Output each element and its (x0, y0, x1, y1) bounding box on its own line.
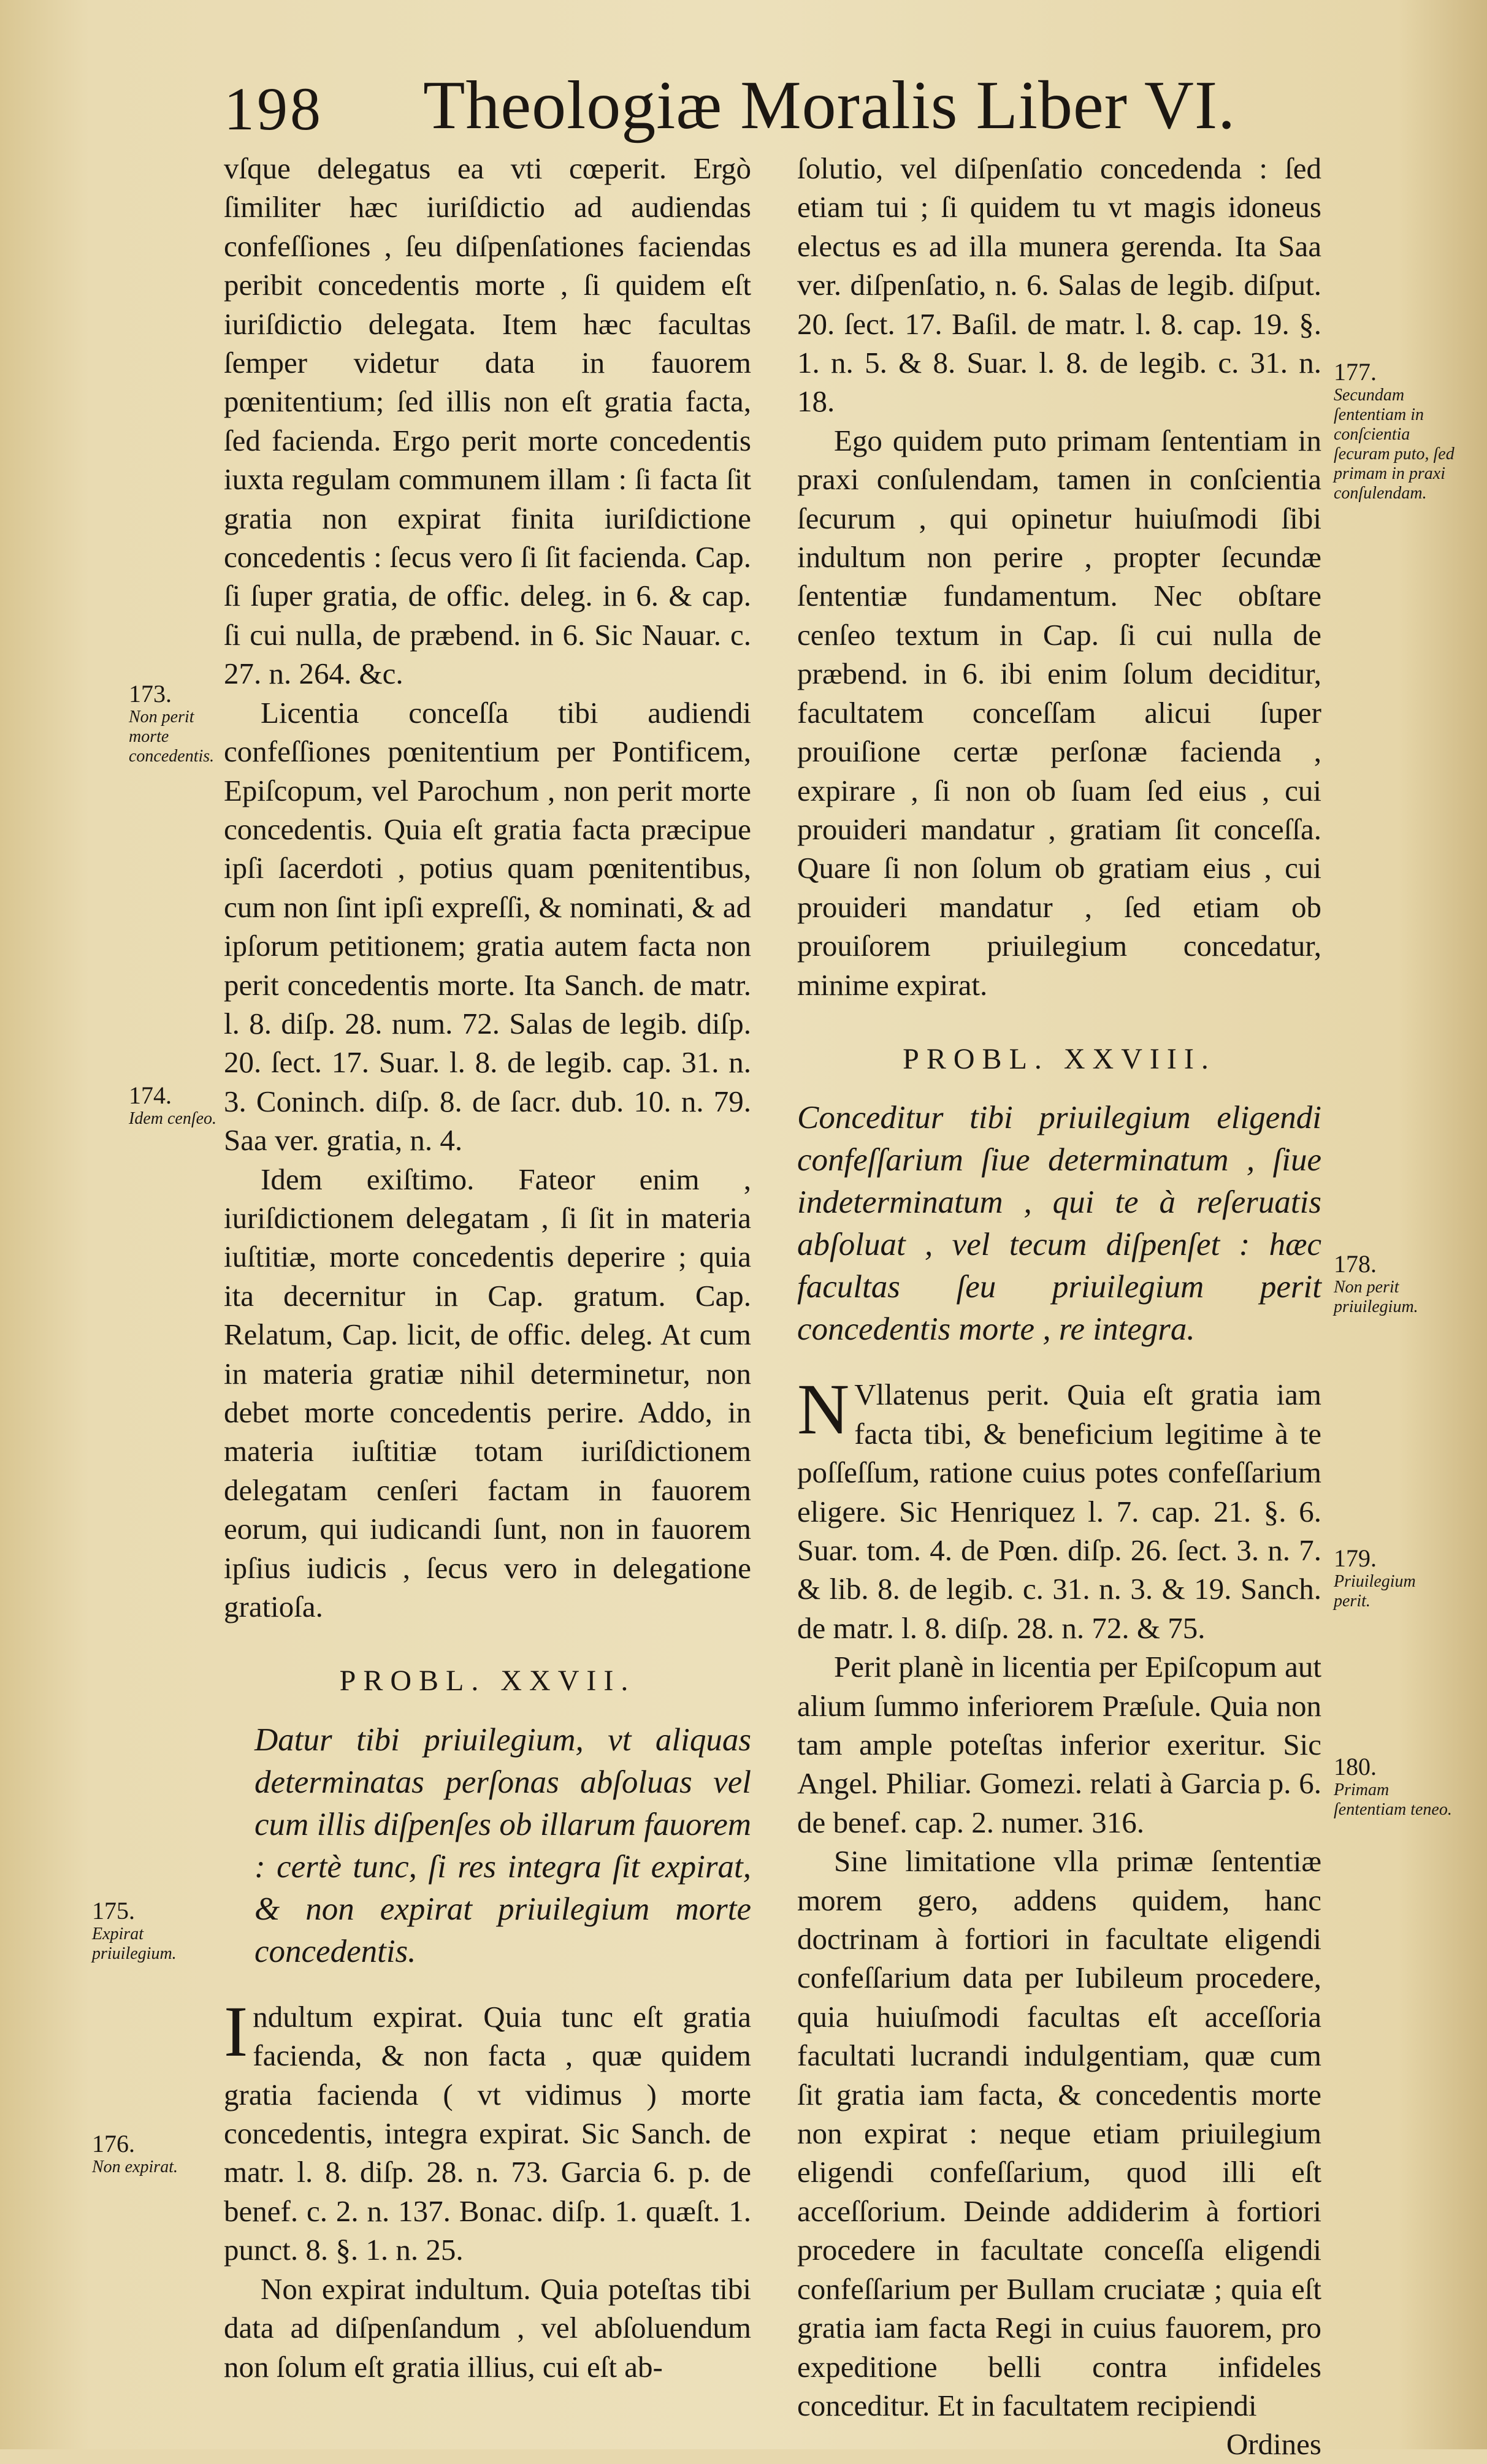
margin-text: Priuilegium perit. (1334, 1572, 1416, 1611)
paragraph-180: Sine limitatione vlla primæ ſententiæ morem gero, addens quidem, hanc doctrinam à fortiori in facultate eligendi confeſſarium data per Iubileum procedere, quia huiuſmodi facultas eſt acceſſoria facultati lucrandi indulgentiam, quæ cum ſit gratia iam facta, & concedentis morte non expirat : neque etiam priuilegium eligendi confeſſarium, quod illi eſt acceſſorium. Deinde addiderim à fortiori procedere in facultate conceſſa eligendi confeſſarium per Bullam cruciatæ ; quia eſt gratia iam facta Regi in cuius fauorem, pro expeditione belli contra infideles conceditur. Et in facultatem recipiendi (797, 1844, 1321, 2422)
margin-note-175 (92, 1898, 215, 1964)
margin-text: Primam ſententiam teneo. (1334, 1780, 1452, 1819)
margin-number: 177. (1334, 358, 1377, 386)
margin-text: Non perit priuilegium. (1334, 1278, 1418, 1316)
margin-number: 180. (1334, 1753, 1377, 1780)
paragraph-178 (797, 1369, 1321, 1647)
margin-note-177 (1334, 359, 1456, 503)
margin-number: 179. (1334, 1544, 1377, 1572)
problem-thesis: Datur tibi priuilegium, vt aliquas determinatas perſonas abſoluas vel cum illis diſpenſes ob illarum fauorem : certè tunc, ſi res integra ſit expirat, & non expirat priuilegium morte concedentis. (254, 1722, 751, 1969)
paragraph: ſolutio, vel diſpenſatio concedenda : ſed etiam tui ; ſi quidem tu vt magis idoneus electus es ad illa munera gerenda. Ita Saa ver. diſpenſatio, n. 6. Salas de legib. diſput. 20. ſect. 17. Baſil. de matr. l. 8. cap. 19. §. 1. n. 5. & 8. Suar. l. 8. de legib. c. 31. n. 18. (797, 151, 1321, 419)
paragraph-text: Vllatenus perit. Quia eſt gratia iam facta tibi, & beneficium legitime à te poſſeſſum, ratione cuius potes confeſſarium eligere. Sic Henriquez l. 7. cap. 21. §. 6. Suar. tom. 4. de Pœn. diſp. 26. ſect. 3. n. 7. & lib. 8. de legib. c. 31. n. 3. & 19. Sanch. de matr. l. 8. diſp. 28. n. 72. & 75. (797, 1378, 1321, 1645)
problem-heading: PROBL. XXVIII. (903, 1042, 1216, 1075)
margin-note-180 (1334, 1753, 1456, 1820)
margin-text: Non perit morte concedentis. (129, 708, 215, 766)
catchword: Ordines (1226, 2427, 1321, 2462)
page-number: 198 (224, 75, 323, 143)
margin-text: Idem cenſeo. (129, 1109, 217, 1128)
margin-note-173 (129, 681, 221, 766)
margin-number: 176. (92, 2130, 135, 2157)
paragraph-text: ndultum expirat. Quia tunc eſt gratia facienda, & non facta , quæ quidem gratia facienda ( vt vidimus ) morte concedentis, integra expirat. Sic Sanch. de matr. l. 8. diſp. 28. n. 73. Garcia 6. p. de benef. c. 2. n. 137. Bonac. diſp. 1. quæſt. 1. punct. 8. §. 1. n. 25. (224, 1999, 751, 2267)
margin-number: 175. (92, 1897, 135, 1924)
margin-note-176 (92, 2130, 215, 2177)
margin-note-174 (129, 1082, 221, 1129)
paragraph-179: Perit planè in licentia per Epiſcopum aut alium ſummo inferiorem Præſule. Quia non tam ample poteſtas inferior exeritur. Sic Angel. Philiar. Gomezi. relati à Garcia p. 6. de benef. cap. 2. numer. 316. (797, 1650, 1321, 1839)
paragraph-173: Licentia conceſſa tibi audiendi confeſſiones pœnitentium per Pontificem, Epiſcopum, vel Parochum , non perit morte concedentis. Quia eſt gratia facta præcipue ipſi ſacerdoti , potius quam pœnitentibus, cum non ſint ipſi expreſſi, & nominati, & ad ipſorum petitionem; gratia autem facta non perit concedentis morte. Ita Sanch. de matr. l. 8. diſp. 28. num. 72. Salas de legib. diſp. 20. ſect. 17. Suar. l. 8. de legib. cap. 31. n. 3. Coninch. diſp. 8. de ſacr. dub. 10. n. 79. Saa ver. gratia, n. 4. (224, 695, 751, 1158)
paragraph-174: Idem exiſtimo. Fateor enim , iuriſdictionem delegatam , ſi ſit in materia iuſtitiæ, morte concedentis deperire ; quia ita decernitur in Cap. gratum. Cap. Relatum, Cap. licit, de offic. deleg. At cum in materia gratiæ nihil determinetur, non debet morte concedentis perire. Addo, in materia iuſtitiæ totam iuriſdictionem delegatam cenſeri factam in fauorem eorum, qui iudicandi ſunt, non in fauorem ipſius iudicis , ſecus vero in delegatione gratioſa. (224, 1162, 751, 1624)
left-column (224, 149, 751, 2386)
right-column (797, 149, 1321, 2464)
problem-thesis: Conceditur tibi priuilegium eligendi confeſſarium ſiue determinatum , ſiue indeterminatum , qui te à reſeruatis abſoluat , vel tecum diſpenſet : hæc facultas ſeu priuilegium perit concedentis morte , re integra. (797, 1100, 1321, 1348)
margin-text: Expirat priuilegium. (92, 1924, 177, 1963)
paragraph: vſque delegatus ea vti cœperit. Ergò ſimiliter hæc iuriſdictio ad audiendas confeſſiones , ſeu diſpenſationes faciendas peribit concedentis morte , ſi quidem eſt iuriſdictio delegata. Item hæc facultas ſemper videtur data in fauorem pœnitentium; ſed illis non eſt gratia facta, ſed facienda. Ergo perit morte concedentis iuxta regulam communem illam : ſi facta ſit gratia non expirat finita iuriſdictione concedentis : ſecus vero ſi ſit facienda. Cap. ſi ſuper gratia, de offic. deleg. in 6. & cap. ſi cui nulla, de præbend. in 6. Sic Nauar. c. 27. n. 264. &c. (224, 151, 751, 691)
paragraph-177: Ego quidem puto primam ſententiam in praxi conſulendam, tamen in conſcientia ſecurum , qui opinetur huiuſmodi ſibi indultum non perire , propter ſecundæ ſententiæ fundamentum. Nec obſtare cenſeo textum in Cap. ſi cui nulla de præbend. in 6. ibi enim ſolum deciditur, facultatem conceſſam alicui ſuper prouiſione certæ perſonæ facienda , expirare , ſi non ob ſuam ſed eius , cui prouideri mandatur , gratiam ſit conceſſa. Quare ſi non ſolum ob gratiam eius , cui prouideri mandatur , ſed etiam ob prouiſorem priuilegium concedatur, minime expirat. (797, 423, 1321, 1002)
drop-initial: N (797, 1369, 850, 1450)
margin-number: 174. (129, 1081, 172, 1109)
margin-note-178 (1334, 1251, 1456, 1317)
paragraph-175 (224, 1991, 751, 2270)
paragraph-176: Non expirat indultum. Quia poteſtas tibi data ad diſpenſandum , vel abſoluendum non ſolum eſt gratia illius, cui eſt ab- (224, 2271, 751, 2384)
margin-text: Non expirat. (92, 2157, 178, 2176)
margin-number: 173. (129, 680, 172, 708)
problem-heading: PROBL. XXVII. (339, 1665, 636, 1698)
drop-initial: I (224, 1991, 248, 2072)
margin-note-179 (1334, 1545, 1456, 1611)
margin-number: 178. (1334, 1250, 1377, 1278)
margin-text: Secundam ſententiam in conſcientia ſecuram puto, ſed primam in praxi conſulendam. (1334, 386, 1455, 503)
running-title: Theologiæ Moralis Liber VI. (423, 67, 1236, 143)
